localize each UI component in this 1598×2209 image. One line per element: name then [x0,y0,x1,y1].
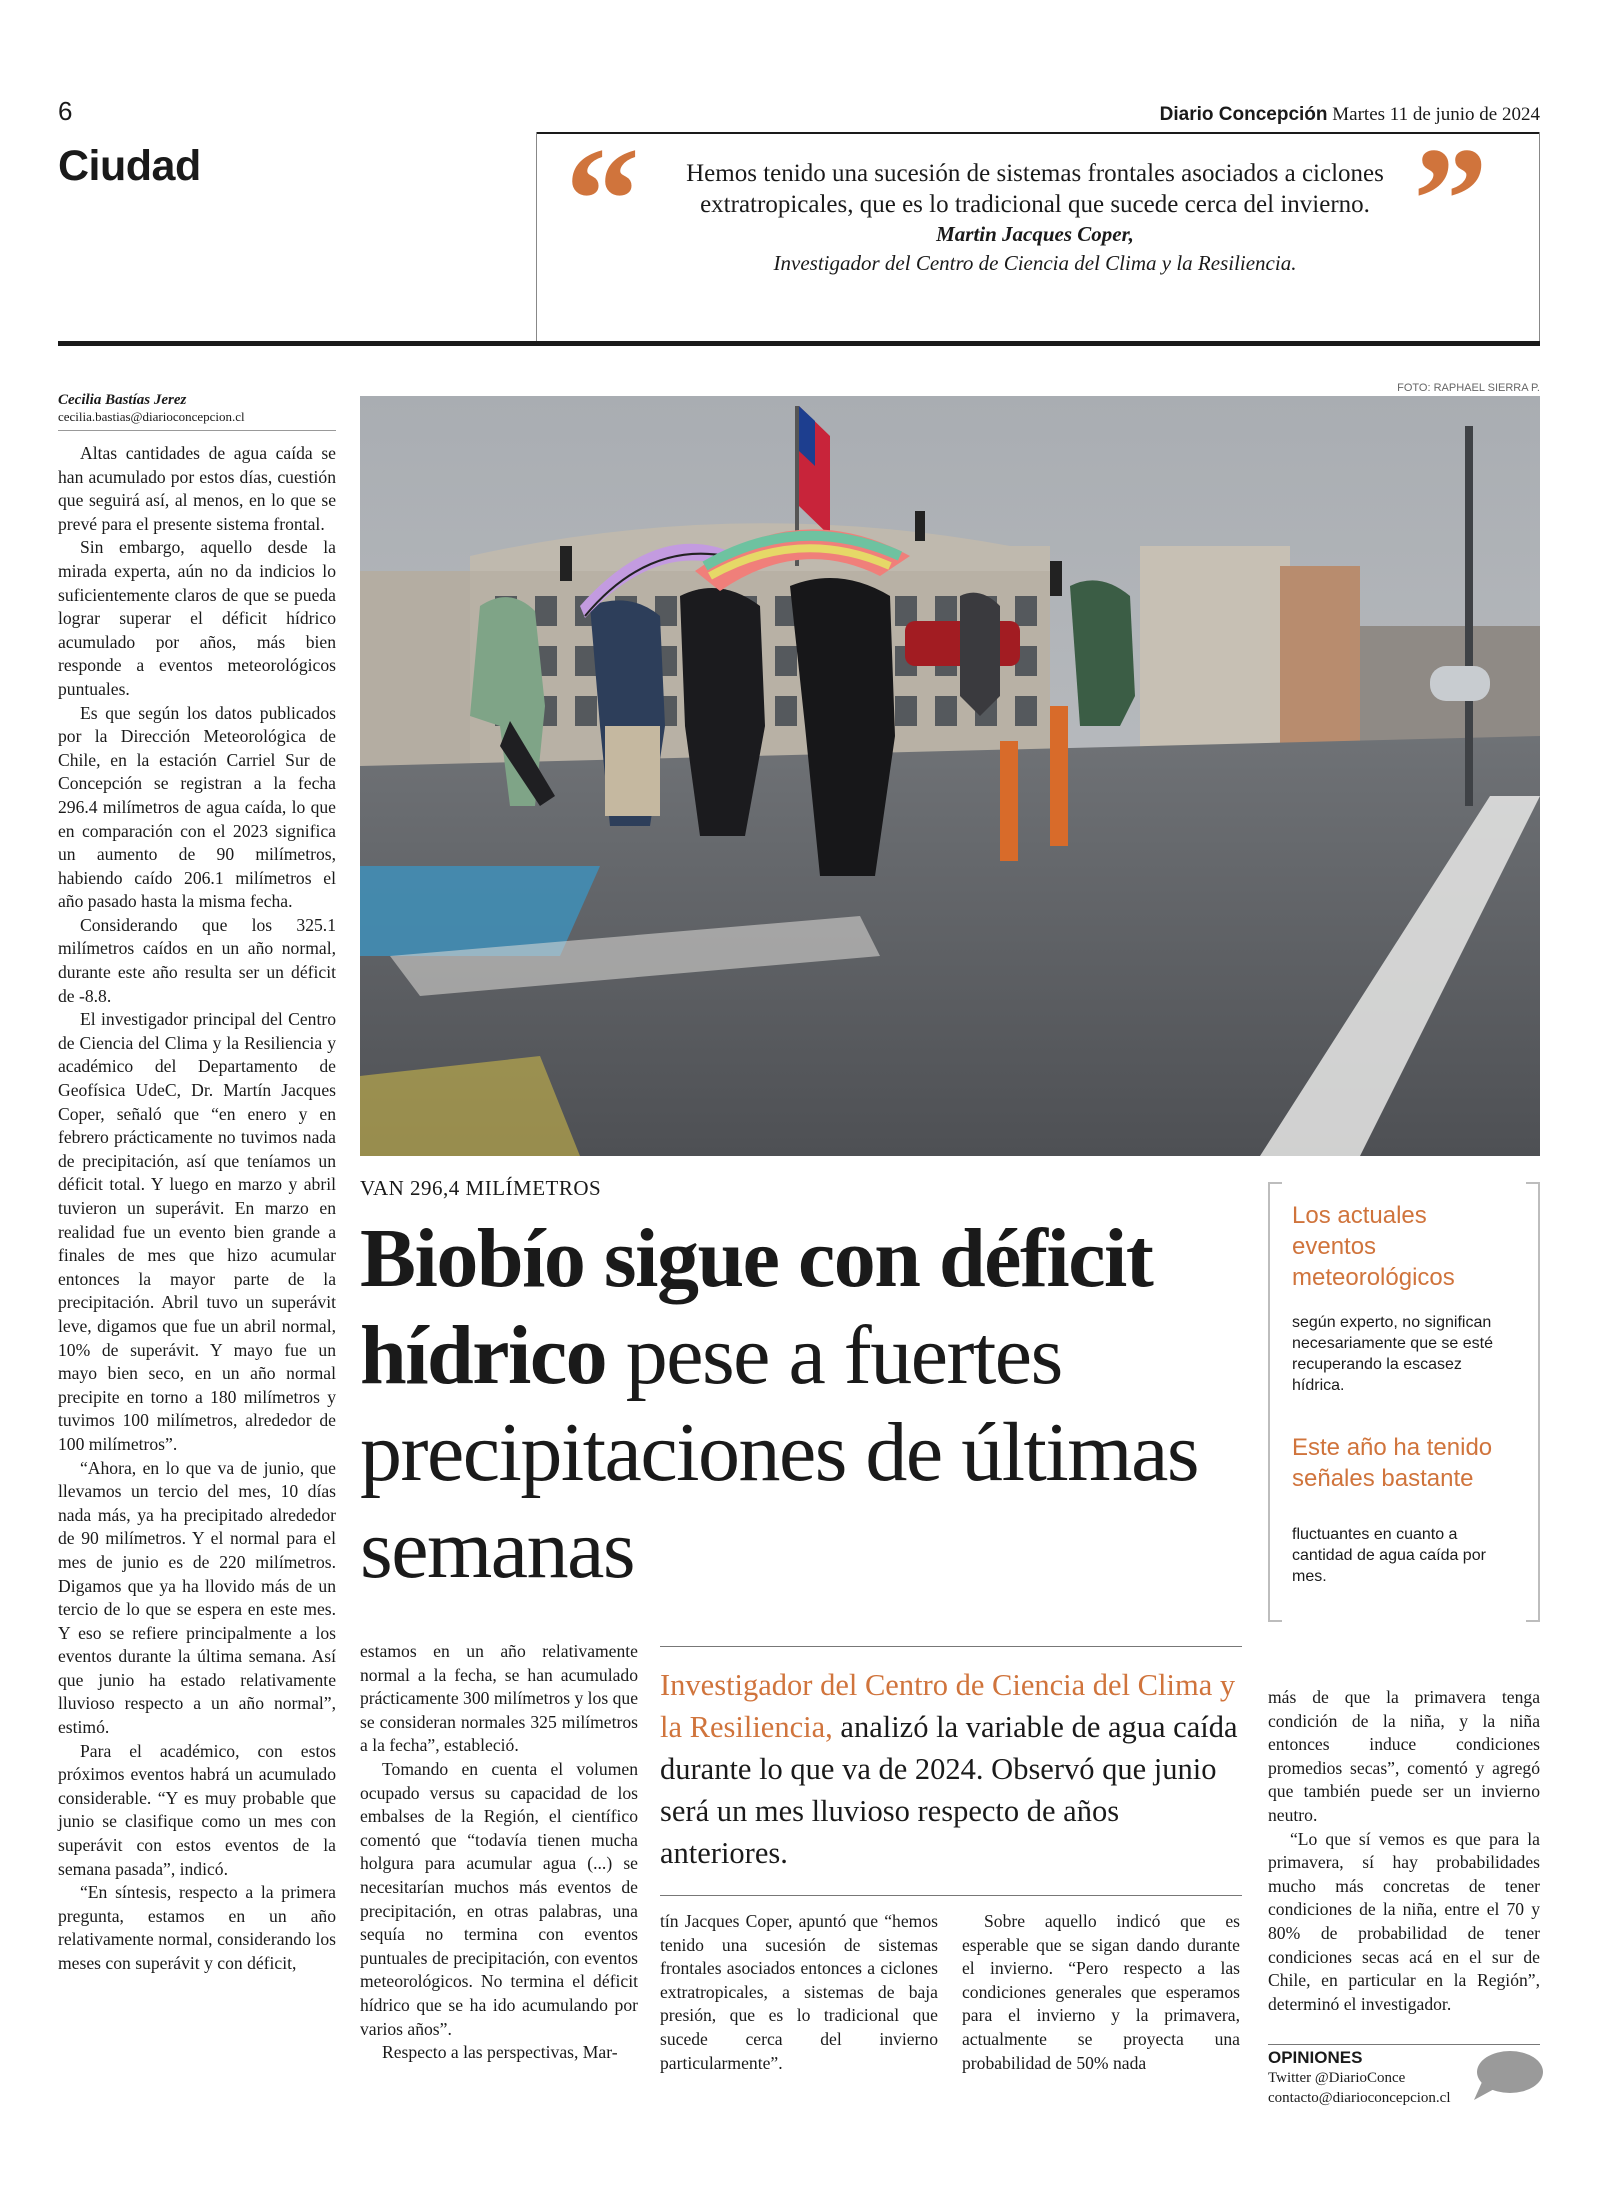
paragraph: Sin embargo, aquello desde la mirada experta, aún no da indicios lo suficientemente claros de que se pueda lograr superar el déficit hídrico acumulado por años, más bien responde a eventos meteorológicos puntuales. [58,537,336,699]
paragraph: Tomando en cuenta el volumen ocupado versus su capacidad de los embalses de la Región, el científico comentó que “todavía tienen mucha holgura para acumular agua (...) se necesitarían muchos más eventos de precipitación, en otras palabras, una sequía no termina con eventos puntuales de precipitación, con eventos meteorológicos. No termina el déficit hídrico que se ha ido acumulando por varios años”. [360,1758,638,2039]
sidebar-bracket-right [1538,1182,1540,1622]
rain-street-photo [360,396,1540,1156]
paragraph: tín Jacques Coper, apuntó que “hemos tenido una sucesión de sistemas frontales asociados entonces a ciclones extratropicales, a sistemas de baja presión, que es lo tradicional que sucede cerca del invierno particularmente”. [660,1911,938,2073]
speech-bubble-icon [1472,2050,1544,2107]
column-1 [58,442,336,1976]
opinions-rule [1268,2044,1540,2045]
headline-bold: Biobío sigue con déficit hídrico [360,1212,1153,1402]
paragraph: “Lo que sí vemos es que para la primavera, sí hay probabilidades mucho más concretas de tener condiciones de la niña, entre el 70 y 80% de probabilidad de tener condiciones secas acá en el sur de Chile, en particular en la Región”, determinó el investigador. [1268,1828,1540,2014]
pull-quote-author: Martin Jacques Coper, [936,222,1134,246]
sidebar-bracket-right-bottom [1526,1620,1540,1622]
column-2 [360,1640,638,2065]
quote-divider [536,132,537,342]
byline-rule [58,430,336,431]
header-bottom-rule [58,341,1540,346]
paragraph: Altas cantidades de agua caída se han acumulado por estos días, cuestión que seguirá así, al menos, en lo que se prevé para el presente sistema frontal. [58,443,336,534]
paragraph: “Ahora, en lo que va de junio, que llevamos un tercio del mes, 10 días nada más, ya ha precipitado alrededor de 90 milímetros. Y el normal para el mes de junio es de 220 milímetros. Digamos que ya ha llovido más de un tercio de lo que se espera en este mes. Y eso se refiere principalmente a los eventos durante la última semana. Así que junio ha estado relativamente lluvioso respecto a un año normal”, estimó. [58,1457,336,1738]
date: Martes 11 de junio de 2024 [1332,104,1540,125]
paragraph: Es que según los datos publicados por la Dirección Meteorológica de Chile, en la estación Carriel Sur de Concepción se registran a la fecha 296.4 milímetros de agua caída, lo que en comparación con el 2023 significa un aumento de 90 milímetros, habiendo caído 206.1 milímetros el año pasado hasta la misma fecha. [58,702,336,912]
lead-paragraph [660,1664,1246,1874]
sidebar-bracket-left [1268,1182,1270,1622]
lead-highlight: Investigador del Centro de Ciencia del Clima y la Resiliencia, [660,1668,1236,1744]
sidebar-box [1268,1182,1540,1622]
paragraph: estamos en un año relativamente normal a la fecha, se han acumulado prácticamente 300 milímetros y los que se consideran normales 325 milímetros a la fecha”, estableció. [360,1641,639,1756]
photo-illustration [360,396,1540,1156]
paragraph: “En síntesis, respecto a la primera pregunta, estamos en un año relativamente normal, considerando los meses con superávit y con déficit, [58,1882,336,1973]
paragraph: Sobre aquello indicó que es esperable que se sigan dando durante el invierno. “Pero respecto a las condiciones generales que esperamos para el invierno y la primavera, actualmente se proyecta una probabilidad de 50% nada [962,1911,1240,2073]
sidebar-text-1: según experto, no significan necesariamente que se esté recuperando la escasez hídrica. [1292,1314,1494,1394]
open-quote-icon: “ [565,117,640,283]
byline [58,392,338,425]
pull-quote-text: Hemos tenido una sucesión de sistemas frontales asociados a ciclones extratropicales, que es lo tradicional que sucede cerca del invierno. [686,160,1384,218]
sidebar-heading-2: Este año ha tenido señales bastante [1292,1434,1493,1492]
opinions-twitter[interactable]: Twitter @DiarioConce [1268,2070,1406,2086]
section-title: Ciudad [58,142,201,190]
photo-credit: FOTO: RAPHAEL SIERRA P. [1397,382,1540,394]
pull-quote-role: Investigador del Centro de Ciencia del Clima y la Resiliencia. [773,251,1297,275]
byline-email: cecilia.bastias@diarioconcepcion.cl [58,409,245,424]
pull-quote [655,158,1415,276]
lead-text: analizó la variable de agua caída durante lo que va de 2024. Observó que junio será un mes lluvioso respecto de años anteriores. [660,1710,1238,1870]
paragraph: más de que la primavera tenga condición de la niña, y la niña entonces induce condiciones promedios secas”, comentó y agregó que también puede ser un invierno neutro. [1268,1687,1540,1825]
opinions-email[interactable]: contacto@diarioconcepcion.cl [1268,2090,1451,2106]
lead-bottom-rule [660,1895,1242,1896]
paragraph: El investigador principal del Centro de Ciencia del Clima y la Resiliencia y académico del Departamento de Geofísica UdeC, Dr. Martín Jacques Coper, señaló que “en enero y en febrero prácticamente no tuvimos nada de precipitación, así que teníamos un déficit total. Y luego en marzo y abril tuvieron un superávit. En marzo en realidad fue un evento bien grande a finales de mes que hizo acumular entonces la mayor parte de la precipitación. Abril tuvo un superávit leve, digamos que fue un abril normal, 10% de superávit. Y mayo fue un mayo bien seco, en un año normal precipite en torno a 180 milímetros y tuvimos 100 milímetros, alrededor de 100 milímetros”. [58,1009,336,1454]
paragraph: Respecto a las perspectivas, Mar- [382,2042,618,2063]
sidebar-bracket-left-bottom [1268,1620,1282,1622]
sidebar-bracket-left-top [1268,1182,1282,1184]
quote-right-border [1539,132,1540,342]
header-top-rule [536,132,1540,134]
opinions-label: OPINIONES [1268,2048,1363,2067]
headline-regular: pese a fuertes precipitaciones de últimas semanas [360,1309,1199,1596]
byline-name: Cecilia Bastías Jerez [58,392,187,408]
close-quote-icon: ” [1413,117,1488,283]
masthead: Diario Concepción [1159,104,1328,125]
column-5 [1268,1686,1540,2016]
page-number: 6 [58,96,73,126]
paragraph: Considerando que los 325.1 milímetros caídos en un año normal, durante este año resulta ser un déficit de -8.8. [58,914,336,1006]
column-4 [962,1910,1240,2075]
headline [360,1210,1260,1598]
lead-top-rule [660,1646,1242,1647]
sidebar-text-2: fluctuantes en cuanto a cantidad de agua caída por mes. [1292,1526,1486,1585]
headline-kicker: VAN 296,4 MILÍMETROS [360,1176,602,1200]
sidebar-heading-1: Los actuales eventos meteorológicos [1292,1202,1455,1291]
paragraph: Para el académico, con estos próximos eventos habrá un acumulado considerable. “Y es muy probable que junio se clasifique como un mes con superávit con estos eventos de la semana pasada”, indicó. [58,1740,336,1879]
column-3 [660,1910,938,2075]
